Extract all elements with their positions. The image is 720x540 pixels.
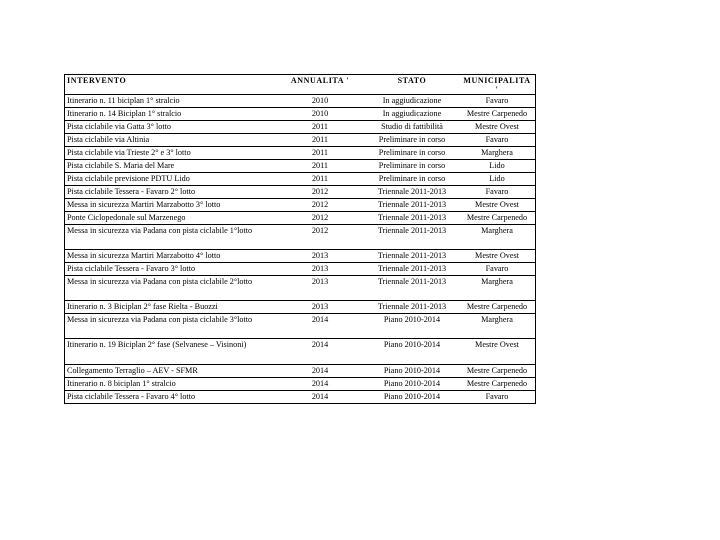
cell-municipalita: Lido (459, 160, 535, 173)
cell-stato: Studio di fattibilità (365, 121, 459, 134)
table-row (65, 147, 535, 160)
cell-stato: Piano 2010-2014 (365, 378, 459, 391)
table-row (65, 263, 535, 276)
cell-stato: Piano 2010-2014 (383, 392, 441, 402)
table-row (65, 225, 535, 250)
cell-annualita: 2012 (275, 225, 365, 250)
cell-stato: Triennale 2011-2013 (365, 212, 459, 225)
interventions-table-container (64, 74, 536, 404)
cell-municipalita: Mestre Ovest (459, 339, 535, 365)
cell-stato: Triennale 2011-2013 (365, 250, 459, 263)
cell-annualita: 2011 (275, 121, 365, 134)
cell-municipalita: Marghera (459, 314, 535, 339)
cell-intervento: Pista ciclabile Tessera - Favaro 3° lotto (65, 263, 275, 276)
cell-annualita: 2011 (275, 173, 365, 186)
cell-stato: Triennale 2011-2013 (365, 186, 459, 199)
cell-municipalita: Mestre Ovest (459, 199, 535, 212)
cell-annualita: 2010 (275, 108, 365, 121)
cell-intervento: Itinerario n. 19 Biciplan 2° fase (Selvanese – Visinoni) (65, 339, 275, 365)
table-row (65, 134, 535, 147)
table-row (65, 378, 535, 391)
interventions-table (65, 75, 535, 403)
table-row (65, 186, 535, 199)
cell-intervento: Pista ciclabile Tessera - Favaro 2° lotto (65, 186, 275, 199)
cell-municipalita: Mestre Carpenedo (459, 108, 535, 121)
cell-annualita: 2014 (275, 339, 365, 365)
table-row (65, 250, 535, 263)
cell-intervento: Itinerario n. 14 Biciplan 1° stralcio (65, 108, 275, 121)
cell-annualita: 2014 (275, 378, 365, 391)
table-row (65, 301, 535, 314)
header-stato: STATO (365, 75, 459, 95)
table-row (65, 173, 535, 186)
cell-municipalita: Mestre Ovest (459, 250, 535, 263)
cell-intervento: Pista ciclabile previsione PDTU Lido (65, 173, 275, 186)
header-intervento: INTERVENTO (65, 75, 275, 95)
cell-municipalita: Marghera (459, 147, 535, 160)
cell-annualita: 2014 (275, 365, 365, 378)
cell-stato: Piano 2010-2014 (365, 339, 459, 365)
cell-intervento: Messa in sicurezza Martiri Marzabotto 3° lotto (65, 199, 275, 212)
table-row (65, 276, 535, 301)
cell-stato: Piano 2010-2014 (365, 365, 459, 378)
cell-stato: In aggiudicazione (365, 108, 459, 121)
table-row (65, 160, 535, 173)
cell-stato: Preliminare in corso (365, 173, 459, 186)
cell-stato: Triennale 2011-2013 (365, 199, 459, 212)
cell-intervento: Messa in sicurezza Martiri Marzabotto 4° lotto (65, 250, 275, 263)
cell-annualita: 2013 (275, 276, 365, 301)
header-municipalita: MUNICIPALITA ' (459, 75, 535, 95)
cell-stato: Preliminare in corso (365, 160, 459, 173)
cell-annualita: 2013 (275, 250, 365, 263)
table-header-row (65, 75, 535, 95)
cell-municipalita: Favaro (459, 134, 535, 147)
cell-annualita: 2011 (275, 134, 365, 147)
table-row (65, 314, 535, 339)
cell-annualita: 2010 (275, 95, 365, 108)
cell-intervento: Ponte Ciclopedonale sul Marzenego (65, 212, 275, 225)
table-row (65, 365, 535, 378)
cell-intervento: Pista ciclabile S. Maria del Mare (65, 160, 275, 173)
header-annualita: ANNUALITA ' (275, 75, 365, 95)
table-row (65, 95, 535, 108)
cell-municipalita: Marghera (459, 276, 535, 301)
cell-stato: Piano 2010-2014 (365, 314, 459, 339)
cell-stato: Triennale 2011-2013 (365, 301, 459, 314)
cell-stato: Triennale 2011-2013 (365, 276, 459, 301)
cell-annualita: 2013 (275, 301, 365, 314)
cell-stato: Preliminare in corso (365, 147, 459, 160)
cell-annualita: 2014 (275, 314, 365, 339)
cell-municipalita: Mestre Carpenedo (459, 301, 535, 314)
cell-annualita: 2013 (275, 263, 365, 276)
cell-stato: Preliminare in corso (365, 134, 459, 147)
table-row (65, 121, 535, 134)
cell-intervento: Messa in sicurezza via Padana con pista ciclabile 2°lotto (65, 276, 275, 301)
cell-municipalita: Marghera (459, 225, 535, 250)
cell-municipalita: Favaro (459, 263, 535, 276)
cell-intervento: Messa in sicurezza via Padana con pista ciclabile 1°lotto (65, 225, 275, 250)
cell-intervento: Pista ciclabile via Gatta 3° lotto (65, 121, 275, 134)
cell-annualita: 2011 (275, 147, 365, 160)
cell-annualita: 2012 (275, 199, 365, 212)
cell-municipalita: Lido (459, 173, 535, 186)
cell-intervento: Messa in sicurezza via Padana con pista ciclabile 3°lotto (65, 314, 275, 339)
cell-municipalita: Mestre Carpenedo (459, 378, 535, 391)
table-row (65, 339, 535, 365)
cell-stato: Triennale 2011-2013 (365, 225, 459, 250)
cell-municipalita: Mestre Ovest (459, 121, 535, 134)
cell-intervento: Pista ciclabile Tessera - Favaro 4° lotto (67, 392, 196, 402)
table-row (65, 212, 535, 225)
cell-municipalita: Mestre Carpenedo (459, 212, 535, 225)
table-row (65, 199, 535, 212)
cell-intervento: Collegamento Terraglio – AEV - SFMR (65, 365, 275, 378)
cell-municipalita: Favaro (485, 392, 509, 402)
cell-annualita: 2011 (275, 160, 365, 173)
table-row (65, 391, 535, 404)
cell-municipalita: Favaro (459, 95, 535, 108)
cell-annualita: 2012 (275, 212, 365, 225)
cell-intervento: Itinerario n. 8 biciplan 1° stralcio (65, 378, 275, 391)
cell-annualita: 2014 (311, 392, 329, 402)
cell-intervento: Itinerario n. 11 biciplan 1° stralcio (65, 95, 275, 108)
cell-intervento: Pista ciclabile via Trieste 2° e 3° lotto (65, 147, 275, 160)
cell-annualita: 2012 (275, 186, 365, 199)
cell-stato: Triennale 2011-2013 (365, 263, 459, 276)
table-row (65, 108, 535, 121)
cell-intervento: Itinerario n. 3 Biciplan 2° fase Rielta - Buozzi (65, 301, 275, 314)
cell-municipalita: Mestre Carpenedo (459, 365, 535, 378)
cell-municipalita: Favaro (459, 186, 535, 199)
cell-intervento: Pista ciclabile via Altinia (65, 134, 275, 147)
cell-stato: In aggiudicazione (365, 95, 459, 108)
